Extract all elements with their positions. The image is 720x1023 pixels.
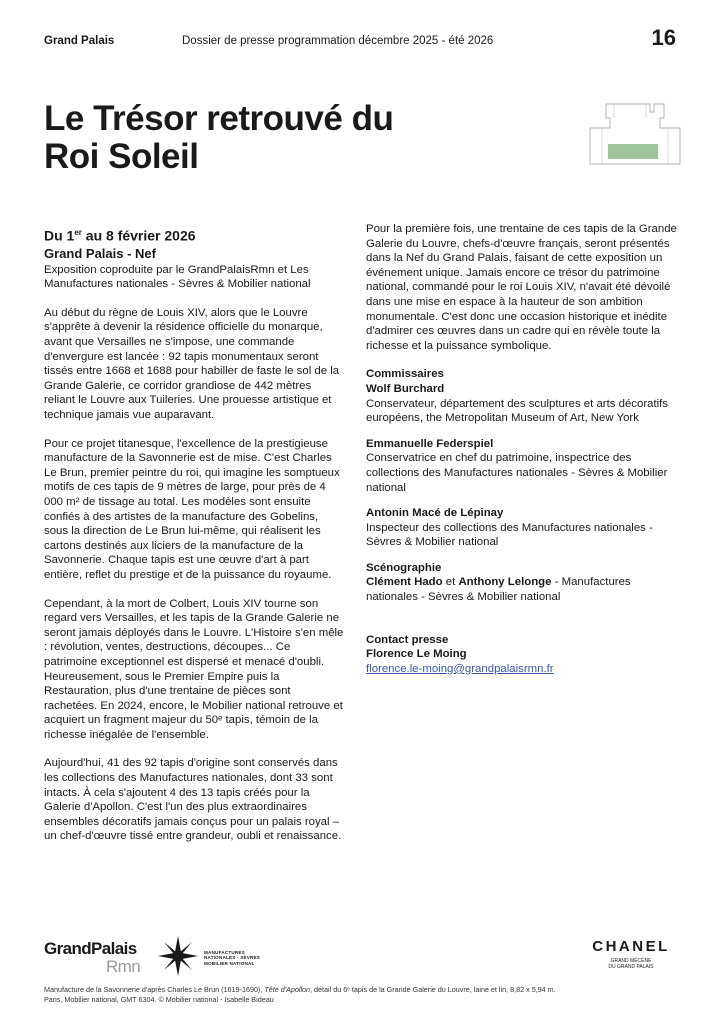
scenography-section [366,561,678,605]
curator-name: Emmanuelle Federspiel [366,437,494,450]
venue-plan-icon [580,100,690,172]
left-column [44,222,344,858]
curator-name: Antonin Macé de Lépinay [366,507,504,520]
manufactures-logo-text: MANUFACTURES NATIONALES · SÈVRES MOBILIER NATIONAL [204,950,261,966]
header-brand: Grand Palais [44,35,115,47]
event-venue: Grand Palais - Nef [44,245,156,261]
page-number: 16 [651,25,676,50]
press-contact-name: Florence Le Moing [366,648,467,661]
grandpalais-logo: GrandPalais [44,939,137,958]
body-paragraph-3: Cependant, à la mort de Colbert, Louis XIV tourne son regard vers Versailles, et les tapis de la Grande Galerie ne seront jamais déployés dans le Louvre. L'Histoire s'en mêle : révolution, ventes, destructions, découpes... Ce patrimoine exceptionnel est dispersé et menacé d'oubli. Heureusement, sous le Premier Empire puis la Restauration, plus d'une trentaine de pièces sont rachetées. En 2024, encore, le Mobilier national retrouve et acquiert un fragment majeur du 50ᵉ tapis, témoin de la richesse inégalée de l'ensemble. [44,597,344,741]
curator-entry [366,437,678,495]
curator-entry [366,506,678,550]
body-paragraph-4: Aujourd'hui, 41 des 92 tapis d'origine sont conservés dans les collections des Manufactures nationales, dont 33 sont intacts. À cela s'ajoutent 4 des 13 tapis créés pour la Galerie d'Apollon. C'est l'un des plus extraordinaires ensembles décoratifs jamais conçus pour un palais royal – un chef-d'œuvre tissé entre grandeur, oubli et renaissance. [44,757,342,843]
curator-name: Wolf Burchard [366,382,445,395]
body-paragraph-5: Pour la première fois, une trentaine de ces tapis de la Grande Galerie du Louvre, chefs-d'œuvre français, seront présentés dans la Nef du Grand Palais, faisant de cette exposition un événement unique. Jamais encore ce trésor du patrimoine national, commandé pour le roi Louis XIV, n'avait été dévoilé dans une mise en espace à la hauteur de son ambition monumentale. C'est donc une occasion historique et inédite d'admirer ces œuvres dans un cadre qui en révèle toute la richesse et la puissance symbolique. [366,223,677,352]
curators-label: Commissaires [366,368,444,381]
press-email-link[interactable]: florence.le-moing@grandpalaisrmn.fr [366,662,554,675]
header-doc-title: Dossier de presse programmation décembre 2025 - été 2026 [182,35,494,47]
title-line-2: Roi Soleil [44,137,199,176]
body-paragraph-1: Au début du règne de Louis XIV, alors que le Louvre s'apprête à devenir la résidence officielle du monarque, avant que Versailles ne s'impose, une commande d'envergure est lancée : 92 tapis monumentaux seront tissés entre 1668 et 1688 pour habiller de faste le sol de la Grande Galerie, ce corridor grandiose de 442 mètres reliant le Louvre aux Tuileries. Une prouesse artistique et technique jamais vue auparavant. [44,306,340,421]
scenography-credit: Clément Hado et Anthony Lelonge - Manufactures nationales - Sèvres & Mobilier national [366,576,631,604]
curator-role: Conservateur, département des sculptures et arts décoratifs européens, the Metropolitan Museum of Art, New York [366,397,669,425]
chanel-logo: CHANEL GRAND MÉCÈNE DU GRAND PALAIS [592,938,670,970]
body-paragraph-2: Pour ce projet titanesque, l'excellence de la prestigieuse manufacture de la Savonnerie est de mise. C'est Charles Le Brun, premier peintre du roi, qui imagine les somptueux motifs de ces tapis de 9 mètres de large, pour près de 4 000 m² de tissage au total. Les modèles sont ensuite confiés à des artistes de la manufacture des Gobelins, sous la direction de Le Brun lui-même, qui réalisent les cartons destinés aux liciers de la manufacture de la Savonnerie. Chaque tapis est une œuvre d'art à part entière, reflet du prestige et de la puissance du royaume. [44,437,340,581]
curator-role: Inspecteur des collections des Manufactures nationales - Sèvres & Mobilier national [366,521,653,549]
press-label: Contact presse [366,633,449,646]
curators-section [366,367,678,425]
partner-logos [44,935,676,980]
curator-role: Conservatrice en chef du patrimoine, inspectrice des collections des Manufactures nationales - Sèvres & Mobilier national [366,452,668,494]
manufactures-star-icon [157,935,199,977]
page-header [44,25,676,53]
scenography-label: Scénographie [366,561,442,574]
press-contact-section [366,633,678,677]
event-date: Du 1er au 8 février 2026 [44,227,196,244]
grandpalais-logo-rmn: Rmn [106,957,141,976]
page-title [44,100,393,176]
plan-nef-highlight [608,144,658,159]
right-column [366,222,678,676]
coproduction-note: Exposition coproduite par le GrandPalaisRmn et Les Manufactures nationales - Sèvres & Mobilier national [44,263,311,291]
image-credits: Manufacture de la Savonnerie d'après Charles Le Brun (1619-1690), Tête d'Apollon, détail du 6ᵉ tapis de la Grande Galerie du Louvre, laine et lin, 8,82 x 5,94 m. Paris, Mobilier national, GMT 6304. © Mobilier national - Isabelle Bideau [44,985,556,1004]
title-line-1: Le Trésor retrouvé du [44,99,394,138]
